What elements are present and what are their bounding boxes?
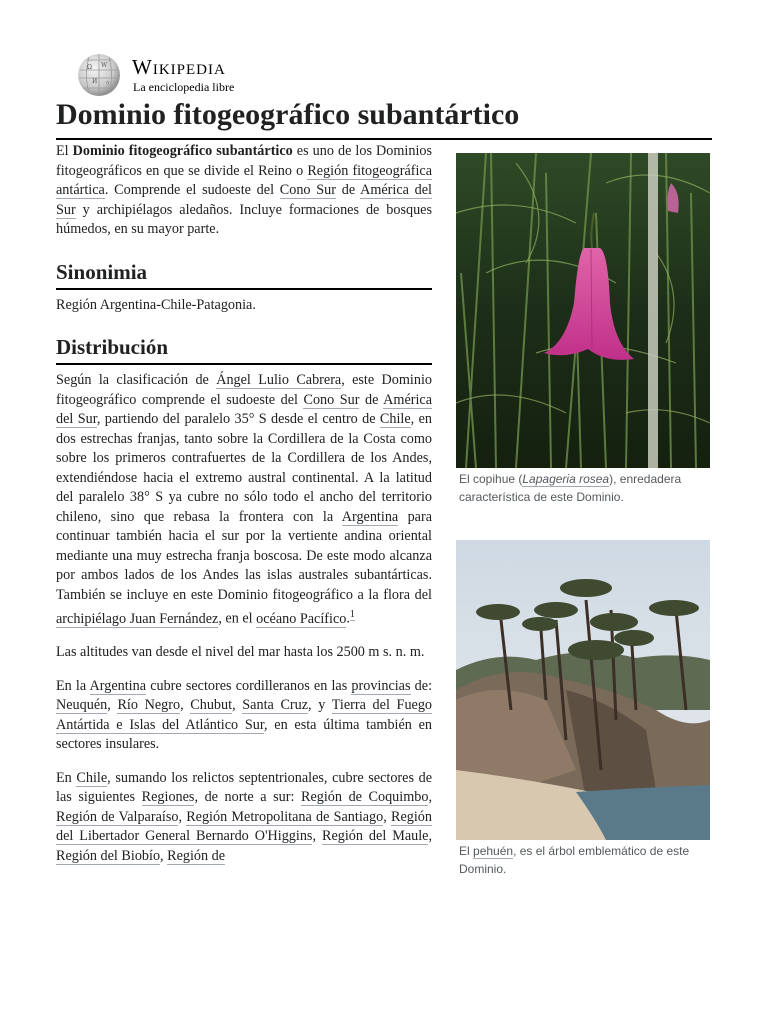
text: , en dos estrechas franjas, tanto sobre la Cordillera de la Costa como sobre los primeros contrafuertes de la Cordillera de los Andes, extendiéndose hacia el extremo austral continental. A la latitud del paralelo 38° S ya cubre no sólo todo el ancho del territorio chileno, sino que rebasa la frontera con la — [56, 411, 432, 525]
text: de: — [410, 677, 433, 694]
text: , — [428, 828, 433, 845]
link-america-del-sur[interactable]: América del Sur — [56, 182, 432, 218]
distribucion-paragraph-1 — [56, 371, 432, 629]
link-tierra-del-fuego[interactable]: Tierra del Fuego Antártida e Islas del Atlántico Sur — [56, 697, 433, 733]
link-pehuen[interactable]: pehuén — [473, 844, 514, 858]
sinonimia-text: Región Argentina-Chile-Patagonia. — [56, 296, 256, 313]
link-region-next[interactable]: Región de — [167, 847, 226, 864]
link-archipielago-juan-fernandez[interactable]: archipiélago Juan Fernández — [56, 610, 219, 627]
link-neuquen[interactable]: Neuquén — [56, 697, 108, 714]
link-region-coquimbo[interactable]: Región de Coquimbo — [301, 789, 429, 806]
distribucion-paragraph-3 — [56, 677, 432, 755]
text: , este Dominio fitogeográfico comprende el sudoeste del — [56, 372, 432, 408]
text: Lapageria rosea — [522, 472, 610, 486]
text: El — [56, 143, 73, 159]
text: , y — [308, 697, 332, 714]
figure-pehuen — [456, 540, 710, 878]
link-rio-negro[interactable]: Río Negro — [117, 697, 181, 714]
link-region-ohiggins[interactable]: Región del Libertador General Bernardo O'Higgins — [56, 808, 432, 845]
text: , — [383, 808, 392, 825]
article-body — [56, 142, 432, 880]
wikipedia-globe-logo[interactable] — [74, 52, 124, 98]
text: , — [312, 828, 322, 845]
text: , partiendo del paralelo 35° S desde el centro de — [96, 411, 380, 427]
link-regiones[interactable]: Regiones — [141, 789, 195, 806]
text: , — [232, 697, 243, 714]
link-santa-cruz[interactable]: Santa Cruz — [242, 697, 309, 714]
link-america-del-sur[interactable]: América del Sur — [56, 391, 433, 427]
distribucion-paragraph-4 — [56, 769, 432, 867]
wikipedia-header[interactable] — [74, 52, 374, 98]
section-heading-distribucion: Distribución — [56, 333, 432, 365]
link-argentina[interactable]: Argentina — [89, 677, 147, 694]
text: , — [160, 847, 168, 864]
text: de — [359, 391, 384, 408]
link-region-maule[interactable]: Región del Maule — [321, 828, 429, 845]
text: , — [428, 789, 432, 806]
text: , es el árbol emblemático de este Dominio. — [459, 844, 690, 876]
section-heading-sinonimia: Sinonimia — [56, 258, 432, 290]
svg-text:Ω: Ω — [87, 64, 92, 71]
text: Según la clasificación de — [56, 372, 217, 388]
link-oceano-pacifico[interactable]: océano Pacífico — [256, 610, 347, 627]
link-chile[interactable]: Chile — [379, 411, 411, 427]
page-title: Dominio fitogeográfico subantártico — [56, 96, 712, 140]
figure-copihue — [456, 153, 710, 506]
reference-link[interactable]: 1 — [349, 609, 355, 620]
text: . — [346, 610, 350, 627]
bold-term: Dominio fitogeográfico subantártico — [72, 143, 293, 159]
svg-text:И: И — [92, 78, 98, 85]
text: El — [459, 844, 474, 858]
figure-caption — [456, 843, 710, 878]
link-region-antartica[interactable]: Región fitogeográfica antártica — [56, 162, 433, 198]
text: El copihue ( — [459, 472, 523, 486]
copihue-photo[interactable] — [456, 153, 710, 468]
svg-text:ウ: ウ — [105, 81, 111, 87]
text: , en el — [218, 610, 257, 627]
link-lapageria-rosea[interactable] — [522, 472, 609, 487]
text: , de norte a sur: — [194, 789, 302, 806]
text: cubre sectores cordilleranos en las — [146, 677, 352, 694]
figure-caption — [456, 471, 710, 506]
text: y archipiélagos aledaños. Incluye formaciones de bosques húmedos, en su mayor parte. — [56, 201, 432, 237]
link-chubut[interactable]: Chubut — [190, 697, 233, 714]
wikipedia-tagline: La enciclopedia libre — [133, 80, 235, 94]
distribucion-paragraph-2: Las altitudes van desde el nivel del mar hasta los 2500 m s. n. m. — [56, 644, 425, 661]
text: , — [178, 808, 187, 825]
link-region-valparaiso[interactable]: Región de Valparaíso — [56, 808, 179, 825]
text: de — [335, 182, 361, 198]
text: , — [180, 697, 191, 714]
text: , en esta última también en sectores insulares. — [56, 716, 432, 753]
text: . Comprende el sudoeste del — [104, 182, 280, 198]
svg-text:W: W — [101, 62, 108, 69]
link-region-biobio[interactable]: Región del Biobío — [56, 847, 161, 864]
text: , sumando los relictos septentrionales, cubre sectores de las siguientes — [56, 769, 432, 806]
link-chile[interactable]: Chile — [76, 769, 108, 786]
text: para continuar también hacia el sur por la vertiente andina oriental mediante una muy estrecha franja boscosa. De este modo alcanza por ambos lados de los Andes las islas australes subantárticas. También se incluye en este Dominio fitogeográfico a la flora del — [56, 508, 433, 603]
link-provincias[interactable]: provincias — [351, 677, 411, 694]
text: ), enredadera característica de este Dominio. — [459, 472, 682, 504]
pehuen-photo[interactable] — [456, 540, 710, 840]
text: En — [56, 769, 77, 786]
text: En la — [56, 677, 90, 694]
link-angel-lulio-cabrera[interactable]: Ángel Lulio Cabrera — [216, 372, 342, 388]
text: es uno de los Dominios fitogeográficos en que se divide el Reino o — [56, 143, 432, 179]
link-region-metropolitana[interactable]: Región Metropolitana de Santiago — [186, 808, 384, 825]
intro-paragraph — [56, 142, 432, 240]
link-cono-sur[interactable]: Cono Sur — [303, 391, 360, 408]
link-argentina[interactable]: Argentina — [341, 508, 399, 525]
link-cono-sur[interactable]: Cono Sur — [279, 182, 336, 198]
text: , — [107, 697, 118, 714]
wikipedia-wordmark: Wikipedia — [132, 55, 226, 79]
